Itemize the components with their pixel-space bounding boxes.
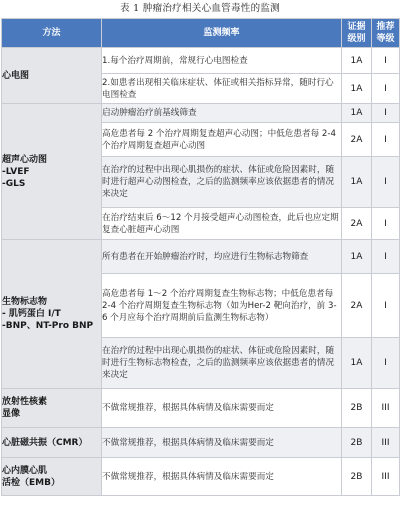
method-cardiac-mri bbox=[2, 428, 102, 458]
evidence-level-cell: 1A bbox=[342, 240, 372, 274]
header-recommendation-line2: 等级 bbox=[376, 34, 395, 44]
header-recommendation-line1: 推荐 bbox=[376, 22, 395, 32]
header-frequency: 监测频率 bbox=[102, 19, 342, 48]
table-row bbox=[2, 240, 400, 274]
recommendation-grade-cell: I bbox=[372, 104, 400, 123]
header-evidence-level-line2: 级别 bbox=[347, 34, 366, 44]
frequency-cell: 不做常规推荐，根据具体病情及临床需要而定 bbox=[102, 389, 342, 428]
recommendation-grade-cell: I bbox=[372, 208, 400, 240]
table-row bbox=[2, 48, 400, 74]
method-label: 超声心动图 bbox=[2, 154, 48, 165]
header-method: 方法 bbox=[2, 19, 102, 48]
evidence-level-cell: 2A bbox=[342, 274, 372, 338]
method-label-line2: 活检（EMB） bbox=[2, 477, 60, 488]
table-row bbox=[2, 428, 400, 458]
recommendation-grade-cell: I bbox=[372, 48, 400, 74]
evidence-level-cell: 2B bbox=[342, 458, 372, 496]
recommendation-grade-cell: I bbox=[372, 123, 400, 157]
evidence-level-cell: 1A bbox=[342, 338, 372, 389]
method-label: 心电图 bbox=[2, 70, 30, 81]
recommendation-grade-cell: I bbox=[372, 338, 400, 389]
evidence-level-cell: 1A bbox=[342, 157, 372, 208]
evidence-level-cell: 1A bbox=[342, 104, 372, 123]
recommendation-grade-cell: I bbox=[372, 74, 400, 104]
method-endomyocardial-biopsy bbox=[2, 458, 102, 496]
frequency-cell: 不做常规推荐，根据具体病情及临床需要而定 bbox=[102, 428, 342, 458]
recommendation-grade-cell: III bbox=[372, 389, 400, 428]
method-label: 心内膜心肌 bbox=[2, 465, 48, 476]
method-label-line2: 显像 bbox=[2, 409, 21, 419]
evidence-level-cell: 2B bbox=[342, 428, 372, 458]
evidence-level-cell: 1A bbox=[342, 48, 372, 74]
header-recommendation bbox=[372, 19, 400, 48]
method-label: 生物标志物 bbox=[2, 297, 48, 307]
frequency-cell: 在治疗结束后 6～12 个月接受超声心动图检查，此后也应定期复查心脏超声心动图 bbox=[102, 208, 342, 240]
recommendation-grade-cell: I bbox=[372, 274, 400, 338]
table-header-row bbox=[2, 19, 400, 48]
table-row bbox=[2, 389, 400, 428]
method-biomarkers bbox=[2, 240, 102, 389]
method-label: 心脏磁共振（CMR） bbox=[2, 437, 88, 448]
recommendation-grade-cell: III bbox=[372, 428, 400, 458]
recommendation-grade-cell: III bbox=[372, 458, 400, 496]
method-sublabel-gls: -GLS bbox=[2, 178, 26, 189]
table-row bbox=[2, 458, 400, 496]
evidence-level-cell: 2A bbox=[342, 208, 372, 240]
header-evidence-level bbox=[342, 19, 372, 48]
recommendation-grade-cell: I bbox=[372, 240, 400, 274]
table-caption: 表 1 肿瘤治疗相关心血管毒性的监测 bbox=[120, 3, 280, 14]
frequency-cell: 在治疗的过程中出现心肌损伤的症状、体征或危险因素时，随时进行生物标志物检查，之后的监测频率应该依据患者的情况来决定 bbox=[102, 338, 342, 389]
frequency-cell: 启动肿瘤治疗前基线筛查 bbox=[102, 104, 342, 123]
frequency-cell: 不做常规推荐，根据具体病情及临床需要而定 bbox=[102, 458, 342, 496]
method-sublabel-troponin: - 肌钙蛋白 I/T bbox=[2, 309, 61, 319]
method-label: 放射性核素 bbox=[2, 397, 48, 407]
frequency-cell: 高危患者每 1～2 个治疗周期复查生物标志物；中低危患者每 2-4 个治疗周期复查生物标志物（如为Her-2 靶向治疗，前 3-6 个月应每个治疗周期前后监测生物标志物） bbox=[102, 274, 342, 338]
recommendation-grade-cell: I bbox=[372, 157, 400, 208]
method-sublabel-bnp: -BNP、NT-Pro BNP bbox=[2, 321, 94, 331]
frequency-cell: 高危患者每 2 个治疗周期复查超声心动图；中低危患者每 2-4 个治疗周期复查超声心动图 bbox=[102, 123, 342, 157]
table-row bbox=[2, 104, 400, 123]
method-sublabel-lvef: -LVEF bbox=[2, 166, 30, 177]
frequency-cell: 在治疗的过程中出现心肌损伤的症状、体征或危险因素时，随时进行超声心动图检查，之后的监测频率应该依据患者的情况来决定 bbox=[102, 157, 342, 208]
evidence-level-cell: 2B bbox=[342, 389, 372, 428]
frequency-cell: 2.如患者出现相关临床症状、体征或相关指标异常，随时行心电图检查 bbox=[102, 74, 342, 104]
method-radionuclide-imaging bbox=[2, 389, 102, 428]
method-echocardiography bbox=[2, 104, 102, 240]
evidence-level-cell: 2A bbox=[342, 123, 372, 157]
header-evidence-level-line1: 证据 bbox=[347, 22, 366, 32]
method-ecg bbox=[2, 48, 102, 104]
monitoring-table bbox=[1, 18, 400, 496]
frequency-cell: 1.每个治疗周期前，常规行心电图检查 bbox=[102, 48, 342, 74]
evidence-level-cell: 1A bbox=[342, 74, 372, 104]
frequency-cell: 所有患者在开始肿瘤治疗时，均应进行生物标志物筛查 bbox=[102, 240, 342, 274]
